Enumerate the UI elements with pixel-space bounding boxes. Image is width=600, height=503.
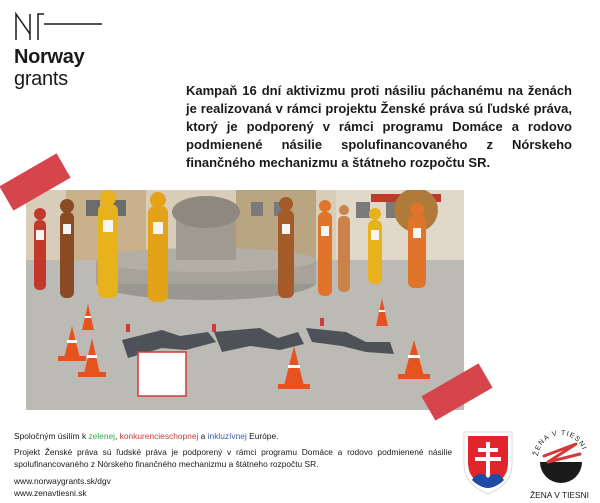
campaign-photo: [26, 190, 464, 410]
zena-v-tiesni-logo-icon: [528, 418, 594, 500]
slogan-red: konkurencieschopnej: [119, 431, 199, 441]
intro-paragraph: Kampaň 16 dní aktivizmu proti násiliu páchanému na ženách je realizovaná v rámci projektu Ženské práva sú ľudské práva, ktorý je podporený v rámci programu Domáce a rodovo podmienené násilie spolufinancovaného z Nórskeho finančného mechanizmu a štátneho rozpočtu SR.: [186, 83, 572, 170]
norway-grants-mark-icon: [14, 10, 104, 44]
slogan-blue: inkluzívnej: [207, 431, 247, 441]
slogan-sep1: ,: [115, 431, 120, 441]
norwaygrants-link[interactable]: www.norwaygrants.sk/dgv: [14, 476, 111, 486]
norway-grants-logo: [14, 10, 104, 90]
project-description: Projekt Ženské práva sú ľudské práva je podporený v rámci programu Domáce a rodovo podmienené násilie spolufinancovaného z Nórskeho finančného mechanizmu a štátneho rozpočtu SR.: [14, 447, 452, 469]
zena-logo-label: ŽENA V TIESNI: [530, 490, 589, 500]
brand-line-2: grants: [14, 68, 68, 90]
brand-line-1: Norway: [14, 46, 85, 68]
slogan-suffix: Európe.: [246, 431, 279, 441]
slogan-sep2: a: [198, 431, 208, 441]
slogan-green: zelenej: [88, 431, 116, 441]
zenavtiesni-link[interactable]: www.zenavtiesni.sk: [14, 488, 87, 498]
slogan: [14, 431, 278, 441]
zena-arc-text: ŽENA V TIESNI: [533, 429, 588, 457]
slogan-prefix: Spoločným úsilím k: [14, 431, 89, 441]
slovak-coat-of-arms-icon: [462, 430, 514, 496]
campaign-photo-illustration: [26, 190, 464, 410]
